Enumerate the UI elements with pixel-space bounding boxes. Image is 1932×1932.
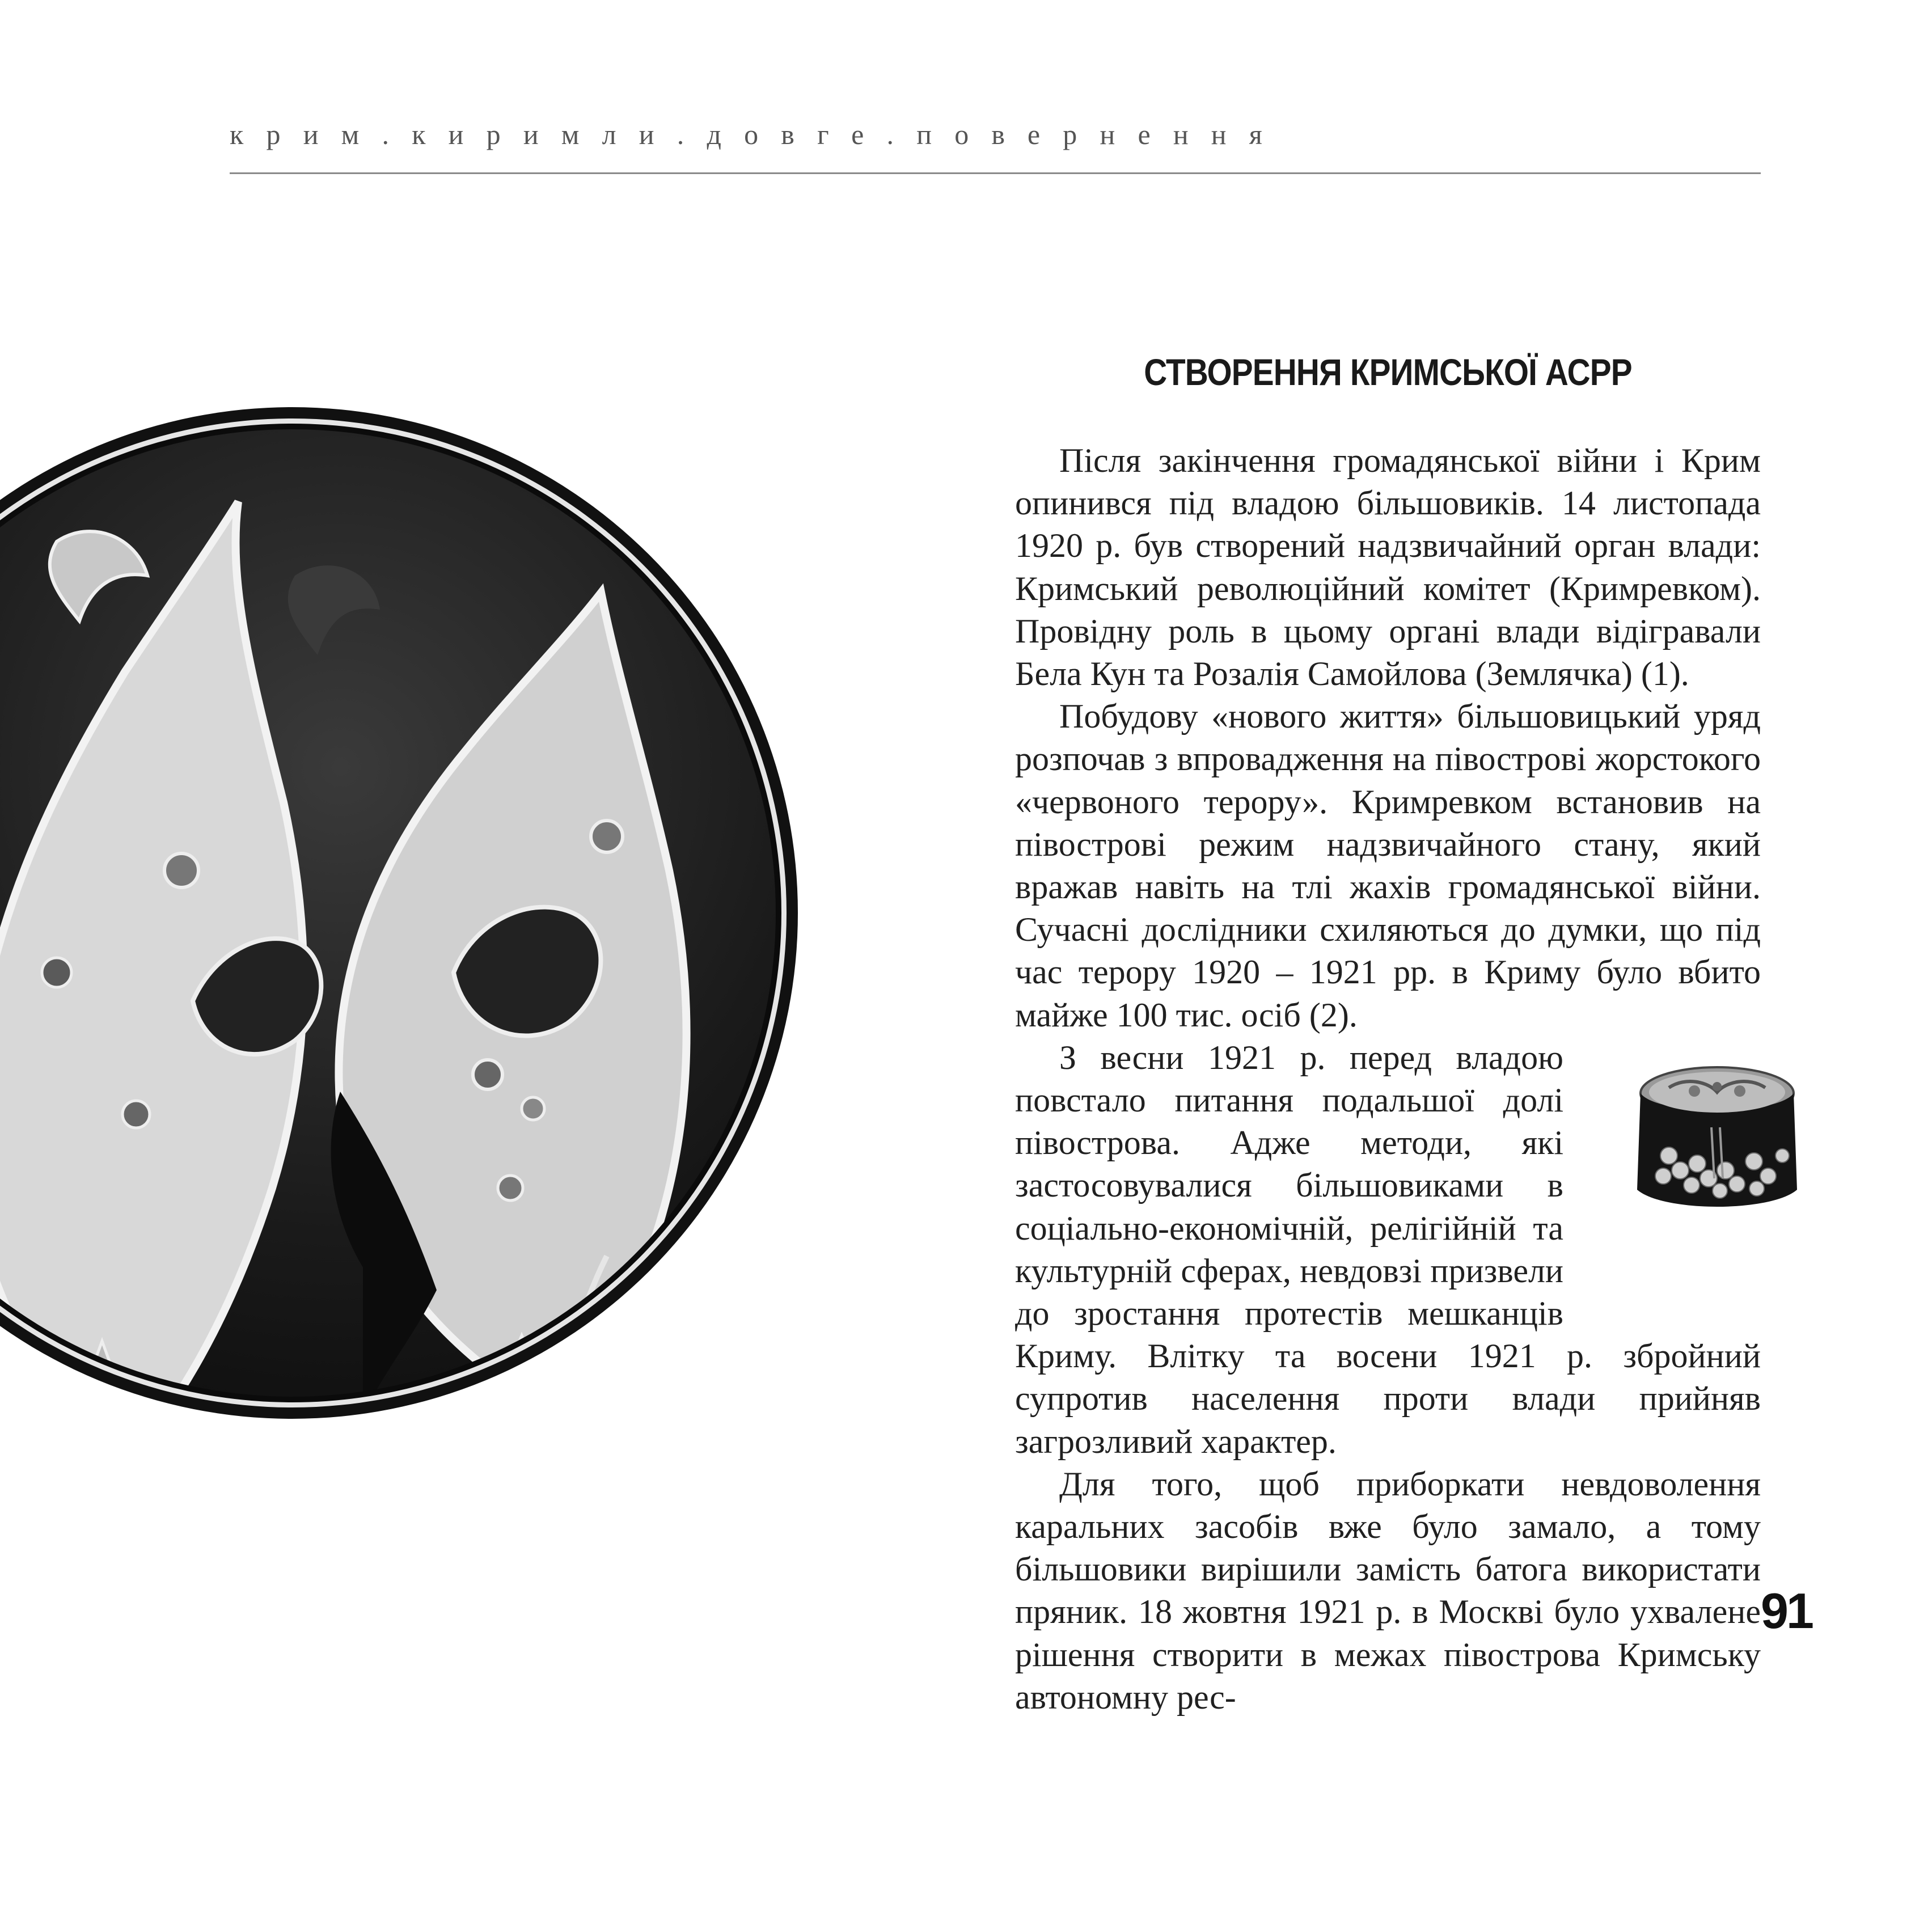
hat-image-float bbox=[1585, 1037, 1761, 1314]
paragraph-3 bbox=[1015, 1037, 1761, 1463]
paragraph-2: Побудову «нового життя» більшовицький уряд розпочав з впровадження на півострові жорстокого «червоного терору». Кримревком встановив на півострові режим надзвичайного стану, який вражав навіть на тлі жахів громадянської війни. Сучасні дослідники схиляються до думки, що під час терору 1920 – 1921 рр. в Криму було вбито майже 100 тис. осіб (2). bbox=[1015, 697, 1761, 1034]
article-body bbox=[1015, 439, 1761, 1719]
embroidered-hat-image bbox=[1629, 1042, 1805, 1224]
paragraph-4: Для того, щоб приборкати невдоволення каральних засобів вже було замало, а тому більшовики вирішили замість батога використати пряник. 18 жовтня 1921 р. в Москві було ухвалене рішення створити в межах півострова Кримську автономну рес- bbox=[1015, 1465, 1761, 1716]
paragraph-3-text: З весни 1921 р. перед владою повстало питання подальшої долі півострова. Адже методи, які застосовувалися більшовиками в соціально-економічній, релігійній та культурній сферах, невдовзі призвели до зростання протестів мешканців Криму. Влітку та восени 1921 р. збройний супротив населення проти влади прийняв загрозливий характер. bbox=[1015, 1038, 1761, 1460]
ornamental-plate-image bbox=[0, 405, 800, 1421]
running-header: крим.киримли.довге.повернення bbox=[230, 119, 1285, 150]
paragraph-1: Після закінчення громадянської війни і Крим опинився під владою більшовиків. 14 листопада 1920 р. був створений надзвичайний орган влади: Кримський революційний комітет (Кримревком). Провідну роль в цьому органі влади відігравали Бела Кун та Розалія Самойлова (Землячка) (1). bbox=[1015, 442, 1761, 693]
page-number: 91 bbox=[1761, 1583, 1812, 1639]
article-title: СТВОРЕННЯ КРИМСЬКОЇ АСРР bbox=[1144, 351, 1632, 393]
header-divider bbox=[230, 172, 1761, 174]
